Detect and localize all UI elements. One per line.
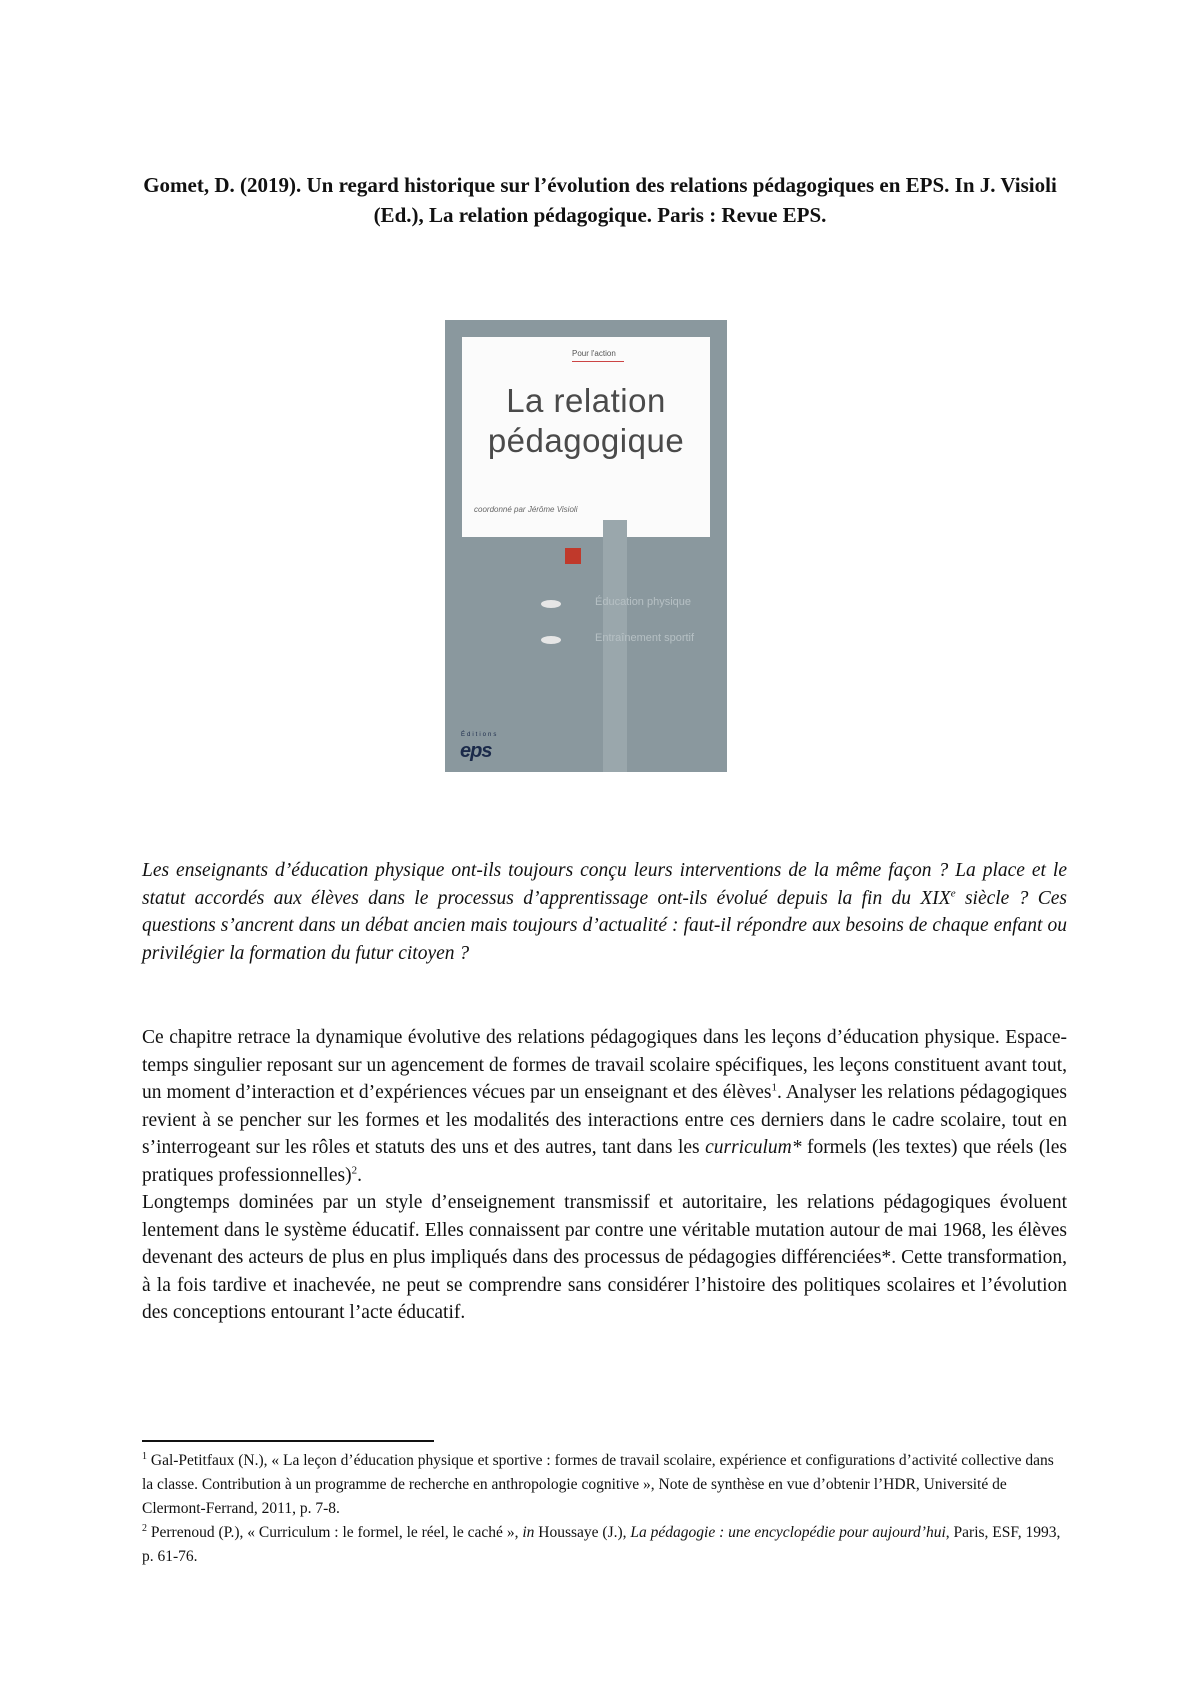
cover-title-line2: pédagogique: [487, 422, 685, 459]
intro-paragraph: [142, 857, 1067, 967]
century-sup: e: [950, 887, 956, 899]
body-text: [142, 1024, 1067, 1327]
footnote-2-text-a: Perrenoud (P.), « Curriculum : le formel, le réel, le caché »,: [147, 1524, 523, 1541]
cover-title: [462, 381, 710, 461]
citation-heading: Gomet, D. (2019). Un regard historique sur l’évolution des relations pédagogiques en EPS. In J. Visioli (Ed.), La relation pédagogique. Paris : Revue EPS.: [143, 173, 1057, 227]
body-p1-c: formels (les textes) que réels (les pratiques professionnelles): [142, 1137, 1068, 1186]
footnote-2-title: La pédagogie : une encyclopédie pour aujourd’hui: [630, 1524, 946, 1541]
intro-text-2: siècle ? Ces questions s’ancrent dans un débat ancien mais toujours d’actualité : faut-il répondre aux besoins de chaque enfant ou privilégier la formation du futur citoyen ?: [142, 887, 1067, 964]
publisher-logo: eps: [460, 740, 492, 762]
footnote-2-text-b: Houssaye (J.),: [534, 1524, 631, 1541]
footnote-2-number: 2: [142, 1522, 147, 1534]
cover-stripe: [603, 520, 627, 772]
body-paragraph-1: [142, 1024, 1067, 1189]
cover-title-panel: [462, 337, 710, 537]
footnote-2-in: in: [522, 1524, 535, 1541]
book-cover: [445, 320, 727, 772]
footnote-divider: [142, 1440, 434, 1442]
century: XIX: [920, 887, 951, 909]
cover-author: coordonné par Jérôme Visioli: [474, 505, 578, 514]
cover-red-square: [565, 548, 581, 564]
footnote-1: [142, 1449, 1067, 1521]
series-logo-underline: [572, 361, 624, 362]
footnote-1-number: 1: [142, 1450, 147, 1462]
intro-text-1: Les enseignants d’éducation physique ont-ils toujours conçu leurs interventions de la même façon ? La place et le statut accordés aux élèves dans le processus d’apprentissage ont-ils évolué depuis la fin du: [142, 860, 1067, 909]
footnote-ref-2: 2: [351, 1164, 358, 1176]
curriculum-term: curriculum*: [705, 1137, 802, 1158]
footnote-2: [142, 1521, 1067, 1569]
footnote-1-text: Gal-Petitfaux (N.), « La leçon d’éducation physique et sportive : formes de travail scolaire, expérience et configurations d’activité collective dans la classe. Contribution à un programme de recherche en anthropologie cognitive », Note de synthèse en vue d’obtenir l’HDR, Université de Clermont-Ferrand, 2011, p. 7-8.: [142, 1452, 1054, 1517]
bullet-icon: [541, 600, 561, 608]
footnotes: [142, 1449, 1067, 1569]
cover-subtitle-2: Entraînement sportif: [595, 632, 695, 644]
body-p1-a: Ce chapitre retrace la dynamique évolutive des relations pédagogiques dans les leçons d’éducation physique. Espace-temps singulier reposant sur un agencement de formes de travail scolaire spécifiques, les leçons constituent avant tout, un moment d’interaction et d’expériences vécues par un enseignant et des élèves: [142, 1027, 1067, 1103]
cover-title-line1: La relation: [506, 382, 666, 419]
publisher-small-label: Éditions: [461, 732, 499, 738]
cover-subtitle-1: Éducation physique: [595, 596, 692, 608]
footnote-2-text-c: , Paris, ESF, 1993, p. 61-76.: [142, 1524, 1061, 1565]
body-p1-b: . Analyser les relations pédagogiques revient à se pencher sur les formes et les modalités des interactions entre ces derniers dans le cadre scolaire, tout en s’interrogeant sur les rôles et statuts des uns et des autres, tant dans les: [142, 1082, 1067, 1158]
series-logo: Pour l'action: [572, 349, 616, 358]
bullet-icon: [541, 636, 561, 644]
body-paragraph-2: Longtemps dominées par un style d’enseignement transmissif et autoritaire, les relations pédagogiques évoluent lentement dans le système éducatif. Elles connaissent par contre une véritable mutation autour de mai 1968, les élèves devenant des acteurs de plus en plus impliqués dans des processus de pédagogies différenciées*. Cette transformation, à la fois tardive et inachevée, ne peut se comprendre sans considérer l’histoire des politiques scolaires et l’évolution des conceptions entourant l’acte éducatif.: [142, 1192, 1067, 1323]
footnote-ref-1: 1: [771, 1081, 777, 1094]
body-p1-d: .: [357, 1164, 362, 1186]
